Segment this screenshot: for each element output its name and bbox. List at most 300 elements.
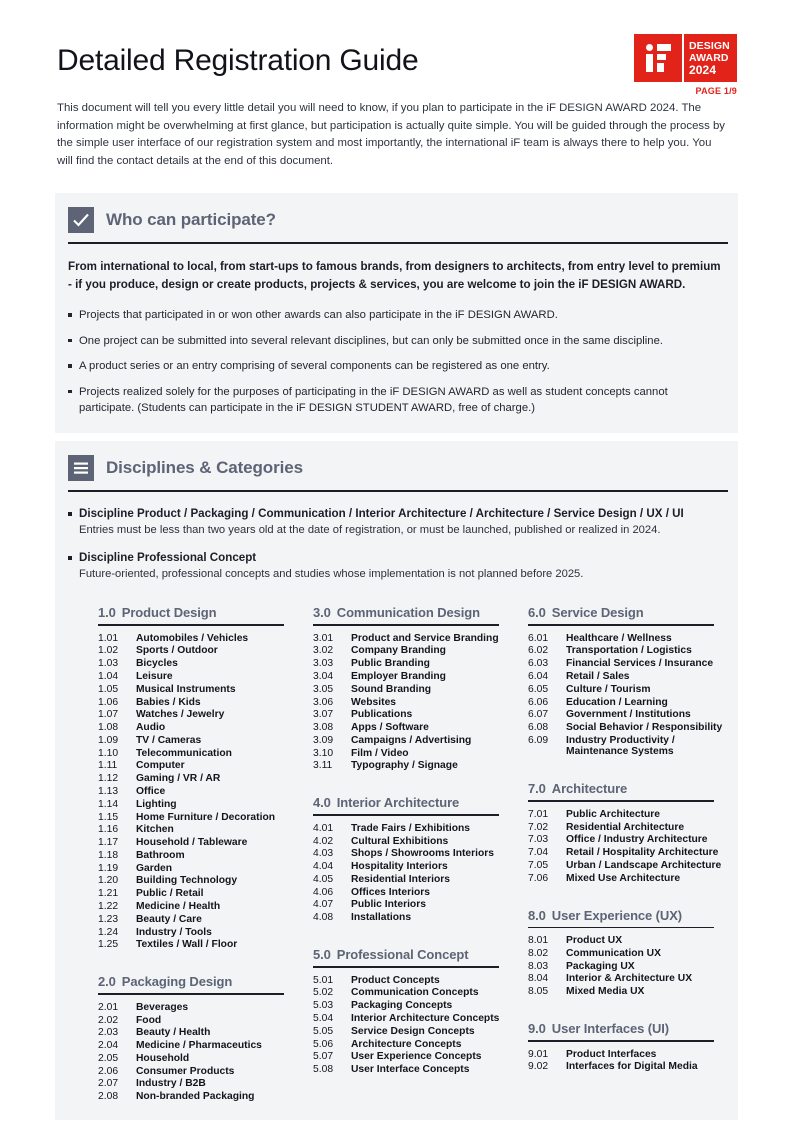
category-group-number: 1.0	[98, 605, 116, 620]
section-who-can-participate	[55, 193, 738, 433]
category-table	[528, 935, 692, 999]
category-group-divider	[528, 1040, 714, 1042]
category-group-name: Product Design	[121, 605, 217, 620]
category-code: 7.05	[528, 859, 549, 871]
list-item: A product series or an entry comprising of several components can be registered as one entry.	[68, 358, 724, 375]
category-label: Apps / Software	[351, 722, 429, 734]
category-code: 1.12	[98, 773, 119, 785]
if-design-award-logo	[632, 34, 737, 96]
table-row	[528, 847, 721, 860]
category-label: Film / Video	[351, 747, 409, 759]
category-group-divider	[98, 624, 284, 626]
category-label: Industry / B2B	[136, 1078, 206, 1090]
award-logo-line1: DESIGN	[689, 40, 730, 52]
category-code: 3.10	[313, 747, 334, 759]
category-label: Cultural Exhibitions	[351, 835, 449, 847]
table-row	[313, 1064, 499, 1077]
table-row	[528, 961, 692, 974]
category-code: 5.07	[313, 1051, 334, 1063]
table-row	[313, 1013, 499, 1026]
category-code: 5.02	[313, 987, 334, 999]
category-group-divider	[528, 927, 714, 929]
category-group-divider	[313, 966, 499, 968]
category-label: Sound Branding	[351, 683, 432, 695]
if-logo-i-stem	[646, 54, 653, 72]
category-code: 6.09	[528, 734, 549, 746]
category-label: Household / Tableware	[136, 837, 248, 849]
table-row	[98, 799, 275, 812]
document-header	[57, 34, 737, 96]
category-column-3	[528, 605, 728, 1104]
table-row	[313, 987, 499, 1000]
category-code: 1.17	[98, 837, 119, 849]
table-row	[98, 786, 275, 799]
category-code: 2.02	[98, 1014, 119, 1026]
category-label: Company Branding	[351, 645, 446, 657]
category-code: 2.06	[98, 1065, 119, 1077]
category-code: 1.13	[98, 785, 119, 797]
if-logo-f-stem	[657, 63, 664, 72]
category-label: Culture / Tourism	[566, 683, 651, 695]
category-table	[313, 633, 499, 774]
category-label: Building Technology	[136, 875, 238, 887]
table-row	[98, 1002, 262, 1015]
category-label: User Interface Concepts	[351, 1064, 470, 1076]
category-label: Kitchen	[136, 824, 174, 836]
category-group-divider	[528, 800, 714, 802]
table-row	[98, 875, 275, 888]
category-label: Websites	[351, 696, 397, 708]
category-label: Audio	[136, 722, 166, 734]
table-row	[98, 812, 275, 825]
category-group-title	[98, 605, 313, 620]
category-table	[528, 633, 722, 760]
category-group-6.0	[528, 605, 728, 759]
table-row	[98, 901, 275, 914]
category-group-name: Service Design	[551, 605, 644, 620]
category-code: 1.23	[98, 913, 119, 925]
category-code: 1.09	[98, 734, 119, 746]
table-row	[313, 874, 494, 887]
table-row	[528, 1049, 698, 1062]
category-code: 4.05	[313, 873, 334, 885]
category-label: Sports / Outdoor	[136, 645, 218, 657]
table-row	[528, 973, 692, 986]
category-group-divider	[98, 993, 284, 995]
category-code: 7.04	[528, 847, 549, 859]
category-group-1.0	[98, 605, 313, 952]
category-group-number: 2.0	[98, 974, 116, 990]
category-label: Urban / Landscape Architecture	[566, 859, 722, 871]
category-code: 8.03	[528, 960, 549, 972]
category-label: Employer Branding	[351, 670, 446, 682]
table-row	[528, 873, 721, 886]
category-label: Architecture Concepts	[351, 1038, 462, 1050]
category-label: Lighting	[136, 798, 177, 810]
table-row	[313, 848, 494, 861]
category-code: 4.04	[313, 861, 334, 873]
category-label: Financial Services / Insurance	[566, 658, 714, 670]
category-code: 1.10	[98, 747, 119, 759]
category-code: 2.08	[98, 1091, 119, 1103]
category-group-name: User Interfaces (UI)	[551, 1021, 669, 1036]
category-label: Mixed Media UX	[566, 986, 645, 998]
table-row	[313, 671, 499, 684]
category-label: Leisure	[136, 670, 173, 682]
table-row	[98, 914, 275, 927]
category-label: Consumer Products	[136, 1065, 235, 1077]
category-label: Mixed Use Architecture	[566, 872, 681, 884]
table-row	[98, 824, 275, 837]
category-label: Automobiles / Vehicles	[136, 632, 249, 644]
category-code: 8.02	[528, 947, 549, 959]
category-label: Gaming / VR / AR	[136, 773, 221, 785]
category-label: Interior & Architecture UX	[566, 973, 693, 985]
category-label: Education / Learning	[566, 696, 668, 708]
table-row	[313, 1039, 499, 1052]
category-column-2	[313, 605, 528, 1104]
category-label-continued: Maintenance Systems	[566, 746, 674, 758]
category-group-2.0	[98, 974, 313, 1104]
category-group-number: 9.0	[528, 1021, 546, 1036]
page-title: Detailed Registration Guide	[57, 44, 419, 77]
category-table	[98, 1002, 262, 1104]
table-row	[98, 633, 275, 646]
table-row	[313, 735, 499, 748]
category-group-title	[528, 781, 728, 796]
if-logo-f-top-bar	[657, 44, 671, 51]
table-row	[313, 1051, 499, 1064]
section-title: Who can participate?	[106, 210, 276, 229]
category-label: Retail / Hospitality Architecture	[566, 847, 719, 859]
category-table	[528, 1049, 698, 1075]
category-label: Packaging UX	[566, 960, 635, 972]
section-body	[55, 244, 738, 433]
category-code: 3.09	[313, 734, 334, 746]
category-table	[313, 975, 499, 1077]
category-code: 1.08	[98, 722, 119, 734]
table-row	[98, 684, 275, 697]
category-group-divider	[313, 814, 499, 816]
category-label: Hospitality Interiors	[351, 861, 448, 873]
category-label: Telecommunication	[136, 747, 232, 759]
list-item	[68, 550, 724, 583]
section-title: Disciplines & Categories	[106, 458, 303, 477]
category-code: 2.04	[98, 1040, 119, 1052]
category-label: Transportation / Logistics	[566, 645, 692, 657]
table-row	[528, 658, 722, 671]
category-code: 7.06	[528, 872, 549, 884]
table-row	[98, 1040, 262, 1053]
category-label: Public Branding	[351, 658, 430, 670]
if-logo-f-mid-bar	[657, 54, 666, 60]
category-code: 5.04	[313, 1012, 334, 1024]
table-row	[528, 735, 722, 759]
table-row	[98, 1091, 262, 1104]
category-code: 4.01	[313, 822, 334, 834]
table-row	[98, 939, 275, 952]
category-label: Installations	[351, 912, 412, 924]
table-row	[528, 671, 722, 684]
category-table	[528, 809, 721, 886]
category-code: 1.02	[98, 645, 119, 657]
table-row	[313, 975, 499, 988]
category-code: 2.07	[98, 1078, 119, 1090]
category-code: 1.05	[98, 683, 119, 695]
category-label: Public / Retail	[136, 888, 204, 900]
intro-text: This document will tell you every little detail you will need to know, if you plan to participate in the iF DESIGN AWARD 2024. The information might be overwhelming at first glance, but participation is actually quite simple. You will be guided through the process by the simple user interface of our registration system and most importantly, the international iF team is always there to help you. You will find the contact details at the end of this document.	[57, 102, 725, 167]
category-code: 3.06	[313, 696, 334, 708]
category-label: Public Architecture	[566, 808, 661, 820]
category-code: 3.11	[313, 760, 333, 772]
award-logo-line2: AWARD	[689, 52, 729, 64]
category-code: 1.04	[98, 670, 119, 682]
table-row	[528, 709, 722, 722]
table-row	[98, 927, 275, 940]
category-group-title	[528, 908, 728, 923]
table-row	[528, 633, 722, 646]
category-code: 5.03	[313, 1000, 334, 1012]
category-columns	[68, 605, 724, 1104]
category-label: Product UX	[566, 935, 623, 947]
category-label: Babies / Kids	[136, 696, 201, 708]
category-code: 3.08	[313, 722, 334, 734]
category-code: 9.02	[528, 1061, 549, 1073]
category-label: Public Interiors	[351, 899, 426, 911]
category-label: Medicine / Health	[136, 901, 221, 912]
table-row	[98, 850, 275, 863]
table-row	[313, 861, 494, 874]
category-code: 1.25	[98, 939, 119, 951]
category-code: 3.04	[313, 670, 334, 682]
table-row	[528, 948, 692, 961]
table-row	[313, 887, 494, 900]
table-row	[313, 645, 499, 658]
table-row	[98, 1053, 262, 1066]
category-code: 4.07	[313, 899, 334, 911]
category-label: Trade Fairs / Exhibitions	[351, 822, 471, 834]
category-label: Interior Architecture Concepts	[351, 1012, 500, 1024]
award-logo-year: 2024	[689, 63, 717, 77]
category-code: 6.05	[528, 683, 549, 695]
category-group-title	[313, 605, 528, 620]
category-label: Bathroom	[136, 849, 185, 861]
list-item: Projects that participated in or won other awards can also participate in the iF DESIGN AWARD.	[68, 307, 724, 324]
category-label: Shops / Showrooms Interiors	[351, 848, 495, 860]
table-row	[98, 1066, 262, 1079]
category-code: 6.07	[528, 709, 549, 721]
category-label: Government / Institutions	[566, 709, 691, 721]
category-code: 6.06	[528, 696, 549, 708]
category-label: Beverages	[136, 1001, 189, 1013]
category-group-name: Professional Concept	[336, 947, 469, 963]
table-row	[98, 722, 275, 735]
category-code: 2.05	[98, 1052, 119, 1064]
category-code: 5.05	[313, 1025, 334, 1037]
category-label: Medicine / Pharmaceutics	[136, 1040, 262, 1052]
table-row	[313, 912, 494, 925]
table-row	[98, 760, 275, 773]
category-group-number: 6.0	[528, 605, 546, 620]
category-label: Industry Productivity / Maintenance Systems	[566, 735, 722, 759]
table-row	[528, 722, 722, 735]
category-label: Garden	[136, 862, 173, 874]
hamburger-icon	[68, 455, 94, 481]
discipline-subtitle: Future-oriented, professional concepts and studies whose implementation is not planned before 2025.	[79, 568, 584, 580]
category-code: 7.01	[528, 808, 549, 820]
category-code: 4.03	[313, 848, 334, 860]
category-group-title	[313, 795, 528, 810]
table-row	[98, 773, 275, 786]
category-code: 4.02	[313, 835, 334, 847]
category-code: 1.15	[98, 811, 119, 823]
category-label: Campaigns / Advertising	[351, 734, 472, 746]
category-group-title	[313, 947, 528, 962]
table-row	[313, 658, 499, 671]
table-row	[313, 748, 499, 761]
category-code: 3.05	[313, 683, 334, 695]
category-code: 1.20	[98, 875, 119, 887]
category-label: Household	[136, 1052, 190, 1064]
category-group-divider	[313, 624, 499, 626]
category-label: Industry / Tools	[136, 926, 212, 938]
category-label: Publications	[351, 709, 413, 721]
category-group-number: 4.0	[313, 795, 331, 811]
participate-lead-text: From international to local, from start-ups to famous brands, from designers to architects, from entry level to premium - if you produce, design or create products, projects & services, you are welcome to join the iF DESIGN AWARD.	[68, 260, 721, 291]
category-label: Beauty / Health	[136, 1027, 211, 1039]
category-code: 6.04	[528, 670, 549, 682]
category-label: Retail / Sales	[566, 670, 630, 682]
category-code: 3.07	[313, 709, 334, 721]
category-label: Textiles / Wall / Floor	[136, 939, 238, 951]
category-code: 1.16	[98, 824, 119, 836]
if-logo-dot	[646, 44, 653, 51]
category-label: Typography / Signage	[351, 760, 458, 772]
award-logo-text	[684, 34, 737, 82]
table-row	[313, 1000, 499, 1013]
table-row	[528, 834, 721, 847]
category-code: 6.03	[528, 658, 549, 670]
category-group-name: Interior Architecture	[336, 795, 460, 811]
category-code: 6.01	[528, 632, 549, 644]
category-code: 6.08	[528, 722, 549, 734]
category-code: 1.19	[98, 862, 119, 874]
table-row	[98, 709, 275, 722]
list-item	[68, 506, 724, 539]
table-row	[98, 863, 275, 876]
category-group-name: User Experience (UX)	[551, 907, 683, 923]
category-group-name: Communication Design	[336, 605, 480, 620]
category-code: 2.01	[98, 1001, 119, 1013]
category-label: Offices Interiors	[351, 886, 430, 898]
category-code: 5.08	[313, 1064, 334, 1076]
category-label: Watches / Jewelry	[136, 709, 225, 721]
category-label: User Experience Concepts	[351, 1051, 482, 1063]
table-row	[98, 748, 275, 761]
category-code: 9.01	[528, 1048, 549, 1060]
discipline-list	[68, 506, 724, 583]
category-code: 4.06	[313, 886, 334, 898]
table-row	[98, 1078, 262, 1091]
category-code: 1.21	[98, 888, 119, 900]
category-label: Home Furniture / Decoration	[136, 811, 276, 823]
category-group-title	[528, 605, 728, 620]
category-label: Product Interfaces	[566, 1048, 657, 1060]
category-code: 7.03	[528, 834, 549, 846]
category-code: 8.04	[528, 973, 549, 985]
table-row	[98, 1015, 262, 1028]
category-group-3.0	[313, 605, 528, 773]
category-label: Healthcare / Wellness	[566, 632, 672, 644]
category-group-7.0	[528, 781, 728, 885]
table-row	[313, 709, 499, 722]
intro-paragraph	[57, 100, 725, 170]
discipline-subtitle: Entries must be less than two years old at the date of registration, or must be launched, published or realized in 2024.	[79, 524, 661, 536]
table-row	[313, 684, 499, 697]
category-code: 3.03	[313, 658, 334, 670]
table-row	[98, 888, 275, 901]
table-row	[528, 645, 722, 658]
category-code: 1.07	[98, 709, 119, 721]
table-row	[313, 823, 494, 836]
category-label: Product Concepts	[351, 974, 440, 986]
table-row	[98, 837, 275, 850]
table-row	[313, 633, 499, 646]
category-code: 3.01	[313, 632, 334, 644]
category-label: Beauty / Care	[136, 913, 202, 925]
category-group-title	[528, 1021, 728, 1036]
table-row	[528, 809, 721, 822]
category-label: Product and Service Branding	[351, 632, 499, 644]
table-row	[313, 697, 499, 710]
table-row	[313, 1026, 499, 1039]
category-code: 6.02	[528, 645, 549, 657]
category-code: 1.14	[98, 798, 119, 810]
category-label: Bicycles	[136, 658, 178, 670]
table-row	[528, 684, 722, 697]
section-body	[55, 492, 738, 1120]
section-disciplines-categories	[55, 441, 738, 1120]
table-row	[528, 697, 722, 710]
category-label: Musical Instruments	[136, 683, 236, 695]
category-label: Residential Architecture	[566, 821, 685, 833]
table-row	[528, 822, 721, 835]
category-label: Interfaces for Digital Media	[566, 1061, 698, 1073]
table-row	[98, 735, 275, 748]
category-label: Office	[136, 785, 166, 797]
category-group-number: 7.0	[528, 781, 546, 797]
category-code: 8.05	[528, 986, 549, 998]
table-row	[528, 986, 692, 999]
category-label: Residential Interiors	[351, 873, 450, 885]
list-item: Projects realized solely for the purposes of participating in the iF DESIGN AWARD as well as student concepts cannot participate. (Students can participate in the iF DESIGN STUDENT AWARD, free of charge.)	[68, 384, 724, 417]
section-header	[55, 441, 738, 481]
category-label: Communication Concepts	[351, 987, 479, 999]
category-group-title	[98, 974, 313, 989]
table-row	[313, 760, 499, 773]
category-label: Communication UX	[566, 947, 661, 959]
category-group-number: 8.0	[528, 907, 546, 923]
category-code: 8.01	[528, 935, 549, 947]
category-code: 1.24	[98, 926, 119, 938]
if-logo-icon	[634, 34, 682, 82]
category-group-name: Packaging Design	[121, 974, 233, 990]
category-group-number: 3.0	[313, 605, 331, 620]
participate-bullet-list	[68, 307, 724, 417]
table-row	[98, 671, 275, 684]
table-row	[98, 1027, 262, 1040]
category-group-9.0	[528, 1021, 728, 1074]
